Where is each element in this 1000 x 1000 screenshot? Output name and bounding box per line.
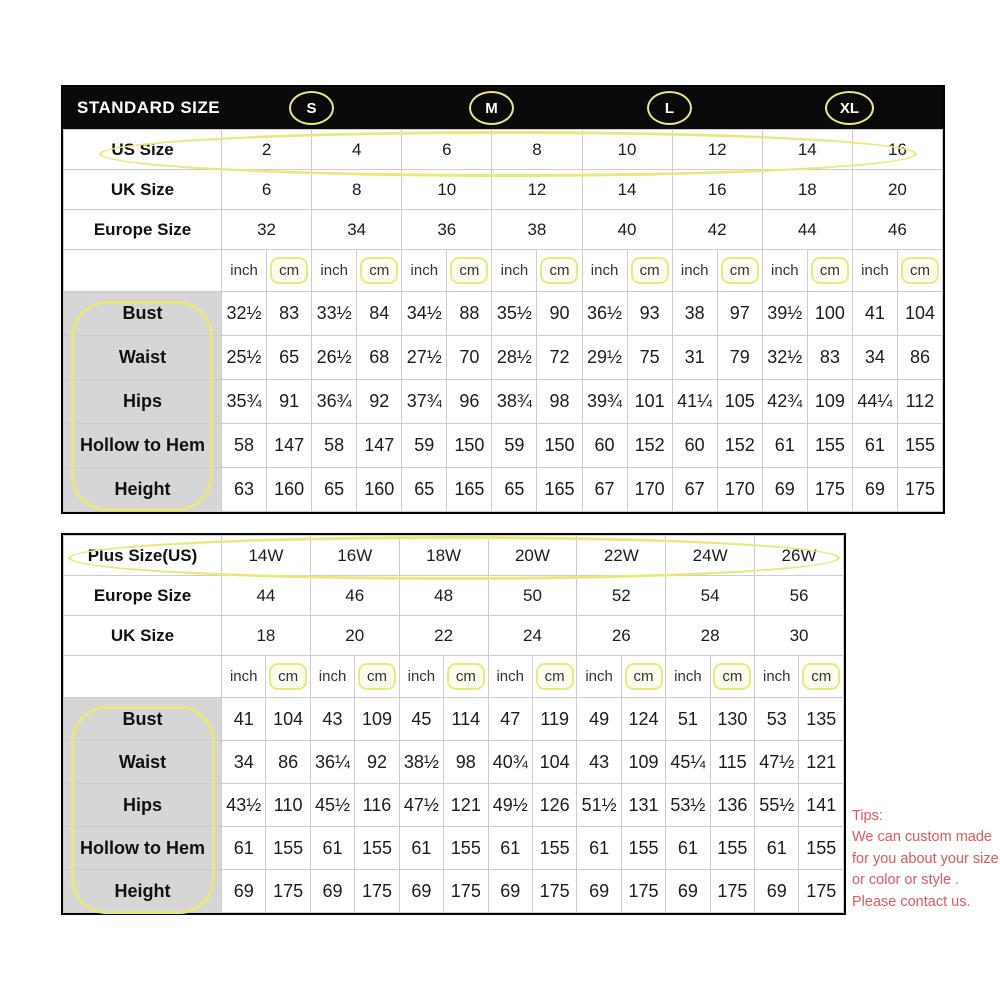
- inch-value-cell: 61: [762, 424, 807, 468]
- size-value-cell: 44: [762, 210, 852, 250]
- inch-value-cell: 61: [399, 827, 443, 870]
- size-value-cell: 14: [582, 170, 672, 210]
- inch-header-cell: inch: [582, 250, 627, 292]
- cm-value-cell: 119: [532, 698, 576, 741]
- cm-header-cell: [357, 250, 402, 292]
- size-value-cell: 12: [492, 170, 582, 210]
- cm-value-cell: 96: [447, 380, 492, 424]
- inch-header-cell: inch: [852, 250, 897, 292]
- inch-value-cell: 63: [222, 468, 267, 512]
- inch-value-cell: 39¾: [582, 380, 627, 424]
- inch-value-cell: 69: [310, 870, 354, 913]
- cm-value-cell: 90: [537, 292, 582, 336]
- cm-value-cell: 70: [447, 336, 492, 380]
- standard-size-table: [61, 85, 945, 514]
- inch-value-cell: 58: [222, 424, 267, 468]
- size-value-cell: 56: [755, 576, 844, 616]
- cm-highlight-box: cm: [269, 663, 307, 690]
- inch-value-cell: 25½: [222, 336, 267, 380]
- inch-value-cell: 40¾: [488, 741, 532, 784]
- cm-value-cell: 136: [710, 784, 754, 827]
- measure-label: Waist: [64, 336, 222, 380]
- cm-value-cell: 175: [266, 870, 310, 913]
- size-value-cell: 8: [492, 130, 582, 170]
- cm-value-cell: 155: [897, 424, 942, 468]
- size-value-cell: 54: [666, 576, 755, 616]
- cm-value-cell: 100: [807, 292, 852, 336]
- inch-value-cell: 37¾: [402, 380, 447, 424]
- size-value-cell: 14W: [222, 536, 311, 576]
- cm-highlight-box: cm: [360, 257, 398, 284]
- inch-header-cell: inch: [762, 250, 807, 292]
- measure-label: Bust: [64, 698, 222, 741]
- size-row: [64, 210, 943, 250]
- cm-value-cell: 92: [355, 741, 399, 784]
- cm-header-cell: [710, 656, 754, 698]
- cm-value-cell: 72: [537, 336, 582, 380]
- inch-header-cell: inch: [666, 656, 710, 698]
- size-value-cell: 40: [582, 210, 672, 250]
- measure-label: Hollow to Hem: [64, 827, 222, 870]
- inch-value-cell: 34: [852, 336, 897, 380]
- inch-header-cell: inch: [488, 656, 532, 698]
- cm-value-cell: 155: [799, 827, 844, 870]
- unit-row-spacer: [64, 250, 222, 292]
- cm-header-cell: [537, 250, 582, 292]
- inch-value-cell: 32½: [222, 292, 267, 336]
- measure-label: Waist: [64, 741, 222, 784]
- row-label: Europe Size: [64, 576, 222, 616]
- cm-header-cell: [717, 250, 762, 292]
- inch-value-cell: 53: [755, 698, 799, 741]
- cm-value-cell: 104: [266, 698, 310, 741]
- cm-value-cell: 101: [627, 380, 672, 424]
- inch-value-cell: 38¾: [492, 380, 537, 424]
- tips-title: Tips:: [852, 808, 883, 824]
- cm-value-cell: 141: [799, 784, 844, 827]
- inch-value-cell: 45: [399, 698, 443, 741]
- inch-value-cell: 69: [577, 870, 621, 913]
- size-value-cell: 22W: [577, 536, 666, 576]
- row-label: Europe Size: [64, 210, 222, 250]
- inch-value-cell: 38½: [399, 741, 443, 784]
- inch-value-cell: 49: [577, 698, 621, 741]
- cm-value-cell: 109: [621, 741, 665, 784]
- cm-value-cell: 150: [537, 424, 582, 468]
- cm-value-cell: 121: [444, 784, 488, 827]
- cm-value-cell: 155: [807, 424, 852, 468]
- inch-value-cell: 41: [852, 292, 897, 336]
- inch-value-cell: 36½: [582, 292, 627, 336]
- cm-value-cell: 152: [717, 424, 762, 468]
- plus-size-table: [61, 533, 846, 915]
- cm-value-cell: 175: [355, 870, 399, 913]
- inch-value-cell: 61: [666, 827, 710, 870]
- cm-header-cell: [444, 656, 488, 698]
- size-value-cell: 26: [577, 616, 666, 656]
- size-value-cell: 20W: [488, 536, 577, 576]
- cm-value-cell: 175: [710, 870, 754, 913]
- inch-value-cell: 26½: [312, 336, 357, 380]
- cm-value-cell: 175: [799, 870, 844, 913]
- cm-value-cell: 75: [627, 336, 672, 380]
- size-value-cell: 28: [666, 616, 755, 656]
- inch-value-cell: 44¼: [852, 380, 897, 424]
- size-value-cell: 16W: [310, 536, 399, 576]
- cm-value-cell: 130: [710, 698, 754, 741]
- cm-value-cell: 88: [447, 292, 492, 336]
- cm-value-cell: 175: [621, 870, 665, 913]
- tips-line: We can custom made: [852, 829, 992, 846]
- inch-value-cell: 69: [755, 870, 799, 913]
- size-value-cell: 44: [222, 576, 311, 616]
- cm-value-cell: 170: [627, 468, 672, 512]
- inch-value-cell: 39½: [762, 292, 807, 336]
- inch-header-cell: inch: [402, 250, 447, 292]
- cm-header-cell: [621, 656, 665, 698]
- cm-value-cell: 109: [355, 698, 399, 741]
- size-row: [64, 616, 844, 656]
- inch-value-cell: 53½: [666, 784, 710, 827]
- measure-label: Height: [64, 870, 222, 913]
- cm-highlight-box: cm: [447, 663, 485, 690]
- size-group-xl-circle: XL: [825, 91, 874, 125]
- inch-value-cell: 55½: [755, 784, 799, 827]
- inch-value-cell: 60: [582, 424, 627, 468]
- cm-highlight-box: cm: [811, 257, 849, 284]
- size-value-cell: 30: [755, 616, 844, 656]
- inch-value-cell: 61: [310, 827, 354, 870]
- measure-label: Hips: [64, 784, 222, 827]
- size-row: [64, 536, 844, 576]
- cm-highlight-box: cm: [901, 257, 939, 284]
- cm-value-cell: 155: [266, 827, 310, 870]
- measure-row: [64, 336, 943, 380]
- size-value-cell: 26W: [755, 536, 844, 576]
- row-label: UK Size: [64, 170, 222, 210]
- cm-header-cell: [267, 250, 312, 292]
- cm-value-cell: 152: [627, 424, 672, 468]
- inch-header-cell: inch: [312, 250, 357, 292]
- size-value-cell: 52: [577, 576, 666, 616]
- measure-label: Height: [64, 468, 222, 512]
- cm-value-cell: 160: [267, 468, 312, 512]
- inch-header-cell: inch: [672, 250, 717, 292]
- size-group-m-circle: M: [469, 91, 514, 125]
- cm-value-cell: 110: [266, 784, 310, 827]
- size-value-cell: 14: [762, 130, 852, 170]
- cm-value-cell: 155: [710, 827, 754, 870]
- inch-value-cell: 41: [222, 698, 266, 741]
- inch-value-cell: 47½: [755, 741, 799, 784]
- cm-value-cell: 175: [807, 468, 852, 512]
- inch-value-cell: 45½: [310, 784, 354, 827]
- inch-value-cell: 69: [399, 870, 443, 913]
- cm-value-cell: 155: [532, 827, 576, 870]
- inch-header-cell: inch: [577, 656, 621, 698]
- inch-value-cell: 32½: [762, 336, 807, 380]
- tips-lines: [852, 827, 999, 913]
- size-value-cell: 42: [672, 210, 762, 250]
- row-label: UK Size: [64, 616, 222, 656]
- inch-header-cell: inch: [492, 250, 537, 292]
- cm-value-cell: 97: [717, 292, 762, 336]
- inch-value-cell: 41¼: [672, 380, 717, 424]
- inch-value-cell: 45¼: [666, 741, 710, 784]
- size-value-cell: 24: [488, 616, 577, 656]
- inch-value-cell: 42¾: [762, 380, 807, 424]
- row-label: US Size: [64, 130, 222, 170]
- cm-header-cell: [355, 656, 399, 698]
- cm-highlight-box: cm: [631, 257, 669, 284]
- size-value-cell: 16: [852, 130, 942, 170]
- cm-highlight-box: cm: [540, 257, 578, 284]
- standard-size-header-bar: [63, 87, 943, 129]
- size-value-cell: 12: [672, 130, 762, 170]
- cm-header-cell: [266, 656, 310, 698]
- cm-value-cell: 86: [266, 741, 310, 784]
- inch-header-cell: inch: [755, 656, 799, 698]
- cm-header-cell: [807, 250, 852, 292]
- cm-value-cell: 84: [357, 292, 402, 336]
- measure-row: [64, 292, 943, 336]
- cm-value-cell: 91: [267, 380, 312, 424]
- measure-label: Hips: [64, 380, 222, 424]
- cm-value-cell: 116: [355, 784, 399, 827]
- unit-row-spacer: [64, 656, 222, 698]
- cm-value-cell: 104: [532, 741, 576, 784]
- size-value-cell: 16: [672, 170, 762, 210]
- measure-row: [64, 424, 943, 468]
- measure-row: [64, 784, 844, 827]
- size-value-cell: 2: [222, 130, 312, 170]
- inch-value-cell: 69: [762, 468, 807, 512]
- cm-value-cell: 165: [447, 468, 492, 512]
- inch-value-cell: 51½: [577, 784, 621, 827]
- cm-highlight-box: cm: [713, 663, 751, 690]
- inch-value-cell: 35¾: [222, 380, 267, 424]
- inch-value-cell: 65: [402, 468, 447, 512]
- size-value-cell: 36: [402, 210, 492, 250]
- cm-value-cell: 155: [621, 827, 665, 870]
- measure-label: Bust: [64, 292, 222, 336]
- cm-value-cell: 155: [355, 827, 399, 870]
- cm-value-cell: 175: [532, 870, 576, 913]
- cm-value-cell: 98: [444, 741, 488, 784]
- inch-value-cell: 47½: [399, 784, 443, 827]
- size-row: [64, 576, 844, 616]
- cm-highlight-box: cm: [450, 257, 488, 284]
- cm-highlight-box: cm: [625, 663, 663, 690]
- inch-value-cell: 35½: [492, 292, 537, 336]
- size-value-cell: 48: [399, 576, 488, 616]
- size-value-cell: 10: [402, 170, 492, 210]
- size-group-s-circle: S: [289, 91, 334, 125]
- size-value-cell: 6: [402, 130, 492, 170]
- size-value-cell: 50: [488, 576, 577, 616]
- cm-value-cell: 160: [357, 468, 402, 512]
- size-value-cell: 4: [312, 130, 402, 170]
- cm-value-cell: 121: [799, 741, 844, 784]
- size-value-cell: 20: [310, 616, 399, 656]
- cm-value-cell: 86: [897, 336, 942, 380]
- cm-highlight-box: cm: [358, 663, 396, 690]
- inch-value-cell: 36¼: [310, 741, 354, 784]
- cm-value-cell: 105: [717, 380, 762, 424]
- cm-value-cell: 165: [537, 468, 582, 512]
- standard-size-grid: [63, 129, 943, 512]
- standard-size-title: STANDARD SIZE: [77, 98, 221, 117]
- inch-header-cell: inch: [399, 656, 443, 698]
- measure-row: [64, 698, 844, 741]
- cm-value-cell: 112: [897, 380, 942, 424]
- measure-label: Hollow to Hem: [64, 424, 222, 468]
- inch-header-cell: inch: [222, 656, 266, 698]
- inch-value-cell: 69: [222, 870, 266, 913]
- cm-value-cell: 150: [447, 424, 492, 468]
- inch-value-cell: 69: [852, 468, 897, 512]
- cm-value-cell: 92: [357, 380, 402, 424]
- unit-header-row: [64, 250, 943, 292]
- measure-row: [64, 741, 844, 784]
- size-value-cell: 32: [222, 210, 312, 250]
- size-value-cell: 46: [852, 210, 942, 250]
- inch-value-cell: 27½: [402, 336, 447, 380]
- inch-value-cell: 67: [582, 468, 627, 512]
- size-value-cell: 6: [222, 170, 312, 210]
- inch-header-cell: inch: [222, 250, 267, 292]
- inch-value-cell: 61: [852, 424, 897, 468]
- unit-header-row: [64, 656, 844, 698]
- size-row: [64, 130, 943, 170]
- inch-value-cell: 34½: [402, 292, 447, 336]
- cm-value-cell: 83: [267, 292, 312, 336]
- cm-value-cell: 98: [537, 380, 582, 424]
- cm-value-cell: 147: [357, 424, 402, 468]
- cm-value-cell: 170: [717, 468, 762, 512]
- inch-value-cell: 47: [488, 698, 532, 741]
- measure-row: [64, 827, 844, 870]
- cm-value-cell: 68: [357, 336, 402, 380]
- inch-value-cell: 51: [666, 698, 710, 741]
- inch-value-cell: 59: [402, 424, 447, 468]
- cm-value-cell: 115: [710, 741, 754, 784]
- cm-header-cell: [627, 250, 672, 292]
- size-value-cell: 46: [310, 576, 399, 616]
- cm-header-cell: [447, 250, 492, 292]
- inch-value-cell: 59: [492, 424, 537, 468]
- tips-line: Please contact us.: [852, 893, 971, 910]
- size-value-cell: 18: [222, 616, 311, 656]
- tips-line: or color or style .: [852, 872, 960, 889]
- cm-value-cell: 83: [807, 336, 852, 380]
- row-label: Plus Size(US): [64, 536, 222, 576]
- inch-value-cell: 43½: [222, 784, 266, 827]
- inch-value-cell: 49½: [488, 784, 532, 827]
- size-value-cell: 24W: [666, 536, 755, 576]
- inch-value-cell: 43: [310, 698, 354, 741]
- cm-value-cell: 131: [621, 784, 665, 827]
- inch-value-cell: 67: [672, 468, 717, 512]
- size-value-cell: 18: [762, 170, 852, 210]
- measure-row: [64, 380, 943, 424]
- measure-row: [64, 468, 943, 512]
- inch-value-cell: 33½: [312, 292, 357, 336]
- cm-value-cell: 65: [267, 336, 312, 380]
- cm-value-cell: 147: [267, 424, 312, 468]
- inch-value-cell: 65: [492, 468, 537, 512]
- size-value-cell: 20: [852, 170, 942, 210]
- measure-row: [64, 870, 844, 913]
- cm-highlight-box: cm: [536, 663, 574, 690]
- inch-value-cell: 36¾: [312, 380, 357, 424]
- cm-value-cell: 114: [444, 698, 488, 741]
- cm-highlight-box: cm: [270, 257, 308, 284]
- size-row: [64, 170, 943, 210]
- inch-value-cell: 60: [672, 424, 717, 468]
- inch-value-cell: 34: [222, 741, 266, 784]
- inch-value-cell: 61: [222, 827, 266, 870]
- cm-value-cell: 79: [717, 336, 762, 380]
- inch-value-cell: 69: [488, 870, 532, 913]
- cm-highlight-box: cm: [802, 663, 840, 690]
- inch-value-cell: 61: [577, 827, 621, 870]
- size-value-cell: 38: [492, 210, 582, 250]
- cm-value-cell: 109: [807, 380, 852, 424]
- inch-header-cell: inch: [310, 656, 354, 698]
- cm-header-cell: [897, 250, 942, 292]
- inch-value-cell: 58: [312, 424, 357, 468]
- inch-value-cell: 43: [577, 741, 621, 784]
- inch-value-cell: 38: [672, 292, 717, 336]
- size-value-cell: 8: [312, 170, 402, 210]
- inch-value-cell: 31: [672, 336, 717, 380]
- plus-size-grid: [63, 535, 844, 913]
- size-group-l-circle: L: [647, 91, 692, 125]
- cm-value-cell: 126: [532, 784, 576, 827]
- size-value-cell: 10: [582, 130, 672, 170]
- inch-value-cell: 28½: [492, 336, 537, 380]
- cm-value-cell: 135: [799, 698, 844, 741]
- inch-value-cell: 61: [755, 827, 799, 870]
- cm-header-cell: [532, 656, 576, 698]
- cm-value-cell: 124: [621, 698, 665, 741]
- inch-value-cell: 29½: [582, 336, 627, 380]
- inch-value-cell: 65: [312, 468, 357, 512]
- cm-highlight-box: cm: [721, 257, 759, 284]
- cm-value-cell: 155: [444, 827, 488, 870]
- cm-value-cell: 93: [627, 292, 672, 336]
- cm-value-cell: 104: [897, 292, 942, 336]
- cm-value-cell: 175: [897, 468, 942, 512]
- tips-line: for you about your size: [852, 850, 999, 867]
- inch-value-cell: 69: [666, 870, 710, 913]
- size-value-cell: 18W: [399, 536, 488, 576]
- cm-header-cell: [799, 656, 844, 698]
- tips-note: [852, 806, 999, 913]
- size-value-cell: 22: [399, 616, 488, 656]
- size-value-cell: 34: [312, 210, 402, 250]
- cm-value-cell: 175: [444, 870, 488, 913]
- inch-value-cell: 61: [488, 827, 532, 870]
